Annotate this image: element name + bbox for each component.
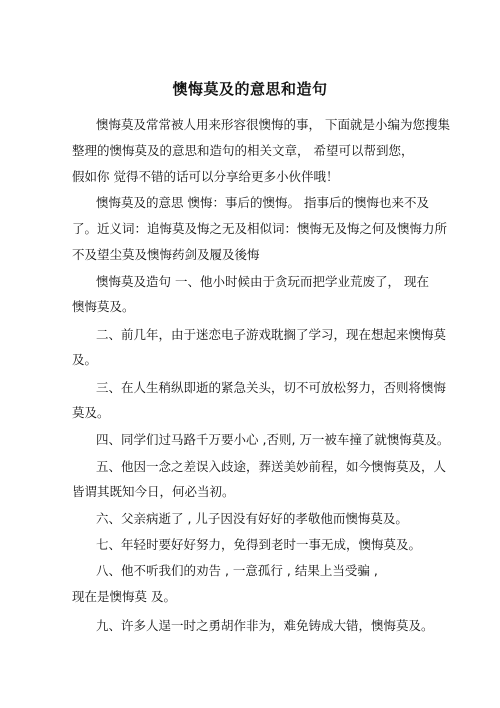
paragraph-line: 皆谓其既知今日，何必当初。: [72, 484, 235, 499]
paragraph-line: 懊悔莫及常常被人用来形容很懊悔的事， 下面就是小编为您搜集: [96, 117, 450, 132]
paragraph-line: 八、他不听我们的劝告 , 一意孤行 , 结果上当受骗 ,: [96, 563, 378, 578]
paragraph-line: 及。: [72, 352, 98, 367]
paragraph-line: 六、父亲病逝了 , 儿子因没有好好的孝敬他而懊悔莫及。: [96, 511, 408, 526]
paragraph-line: 三、在人生稍纵即逝的紧急关头，切不可放松努力，否则将懊悔: [96, 380, 447, 395]
paragraph-line: 懊悔莫及的意思 懊悔：事后的懊悔。 指事后的懊悔也来不及: [96, 195, 429, 210]
paragraph-line: 了。近义词：追悔莫及悔之无及相似词：懊悔无及悔之何及懊悔力所: [72, 221, 448, 236]
paragraph-line: 四、同学们过马路千万要小心 ,否则, 万一被车撞了就懊悔莫及。: [96, 432, 450, 447]
paragraph-line: 假如你 觉得不错的话可以分享给更多小伙伴哦！: [72, 169, 339, 184]
paragraph-line: 七、年轻时要好好努力，免得到老时一事无成，懊悔莫及。: [96, 537, 422, 552]
paragraph-line: 五、他因一念之差误入歧途，葬送美妙前程，如今懊悔莫及，人: [96, 459, 447, 474]
paragraph-line: 不及望尘莫及懊悔药剑及履及後悔: [72, 247, 260, 262]
paragraph-line: 莫及。: [72, 405, 110, 420]
paragraph-line: 二、前几年，由于迷恋电子游戏耽搁了学习，现在想起来懊悔莫: [96, 327, 447, 342]
paragraph-line: 懊悔莫及造句 一、他小时候由于贪玩而把学业荒废了， 现在: [96, 274, 429, 289]
paragraph-line: 现在是懊悔莫 及。: [72, 589, 176, 604]
document-title: 懊悔莫及的意思和造句: [172, 80, 328, 98]
paragraph-line: 整理的懊悔莫及的意思和造句的相关文章， 希望可以帮到您，: [72, 143, 414, 158]
paragraph-line: 九、许多人逞一时之勇胡作非为，难免铸成大错，懊悔莫及。: [96, 618, 434, 633]
paragraph-line: 懊悔莫及。: [72, 299, 135, 314]
